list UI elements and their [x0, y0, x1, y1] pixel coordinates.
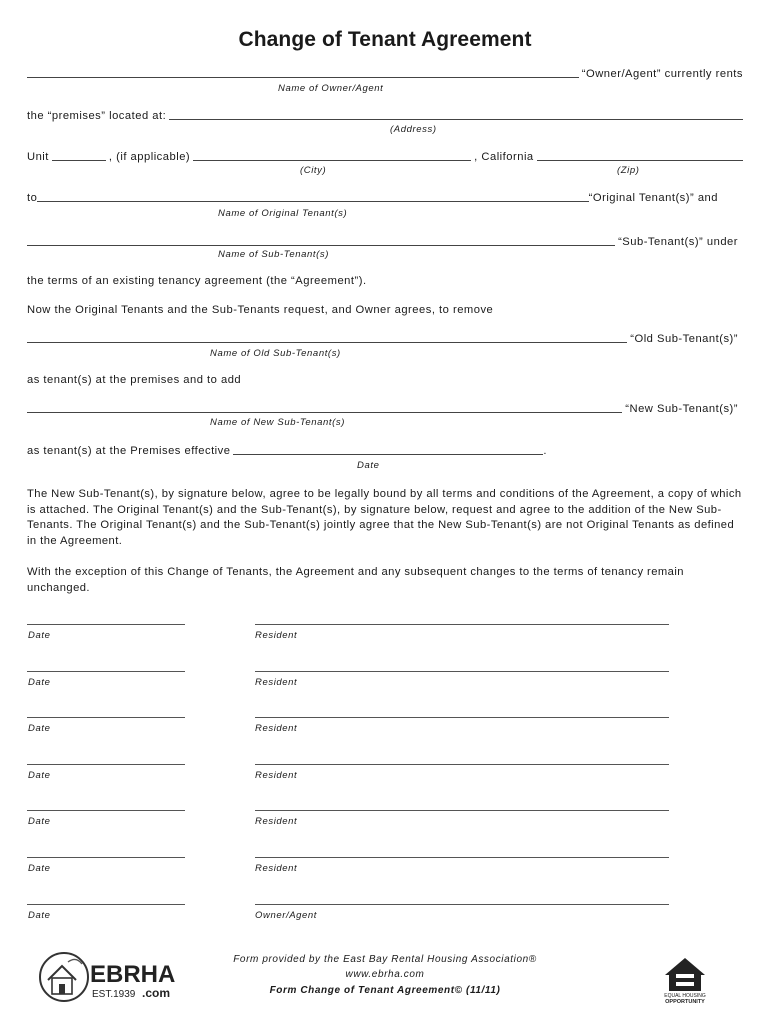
original-tenant-field[interactable]	[37, 190, 588, 202]
signature-role-label: Resident	[255, 676, 298, 688]
eho-line2: OPPORTUNITY	[665, 999, 705, 1005]
date-caption: Date	[357, 460, 380, 471]
owner-suffix: “Owner/Agent” currently rents	[581, 68, 743, 80]
signature-date-label: Date	[28, 816, 51, 828]
footer-website[interactable]: www.ebrha.com	[345, 969, 425, 980]
new-sub-tenant-field[interactable]	[27, 401, 622, 413]
owner-line	[27, 66, 743, 80]
logo-name: EBRHA	[90, 961, 176, 988]
signature-date-label: Date	[28, 769, 51, 781]
sub-suffix: “Sub-Tenant(s)” under	[618, 236, 738, 248]
premises-prefix: the “premises” located at:	[27, 110, 167, 122]
signature-line[interactable]	[255, 810, 669, 811]
owner-caption: Name of Owner/Agent	[278, 83, 384, 94]
address-caption: (Address)	[390, 124, 437, 135]
signature-date-line[interactable]	[27, 857, 185, 858]
equal-housing-opportunity-icon	[660, 955, 710, 1005]
effective-line	[27, 443, 547, 457]
old-suffix: “Old Sub-Tenant(s)”	[630, 333, 738, 345]
old-sub-tenant-line	[27, 331, 738, 345]
zip-field[interactable]	[537, 149, 743, 161]
new-suffix: “New Sub-Tenant(s)”	[625, 403, 738, 415]
sub-caption: Name of Sub-Tenant(s)	[218, 249, 329, 260]
signature-date-label: Date	[28, 723, 51, 735]
signature-date-line[interactable]	[27, 810, 185, 811]
unit-field[interactable]	[52, 149, 106, 161]
new-sub-tenant-line	[27, 401, 738, 415]
effective-date-field[interactable]	[233, 443, 543, 455]
sub-tenant-line	[27, 234, 738, 248]
original-suffix: “Original Tenant(s)” and	[588, 192, 718, 204]
logo-dotcom: .com	[142, 986, 171, 1000]
city-caption: (City)	[300, 165, 327, 176]
signature-role-label: Resident	[255, 863, 298, 874]
terms-text: the terms of an existing tenancy agreement (the “Agreement”).	[27, 275, 367, 287]
signature-line[interactable]	[255, 857, 669, 858]
signature-line[interactable]	[255, 717, 669, 718]
signature-line[interactable]	[255, 671, 669, 672]
city-field[interactable]	[193, 149, 471, 161]
signature-date-label: Date	[28, 630, 51, 641]
as-tenant-add-text: as tenant(s) at the premises and to add	[27, 374, 242, 386]
signature-date-label: Date	[28, 676, 51, 688]
signature-date-label: Date	[28, 909, 51, 921]
logo-est: EST.1939	[92, 989, 136, 1000]
unit-prefix: Unit	[27, 151, 49, 163]
original-tenant-line	[27, 190, 718, 204]
paragraph-agreement: The New Sub-Tenant(s), by signature below, agree to be legally bound by all terms and conditions of the Agreement, a copy of which is attached. The Original Tenant(s) and the Sub-Tenant(s), by signature below, request and agree to the addition of the New Sub-Tenants. The Original Tenant(s) and the Sub-Tenant(s) jointly agree that the New Sub-Tenant(s) are not Original Tenants as defined in the Agreement.	[27, 488, 742, 547]
ebrha-logo	[38, 948, 178, 1004]
signature-role-label: Resident	[255, 816, 298, 828]
signature-date-line[interactable]	[27, 904, 185, 905]
signature-line[interactable]	[255, 904, 669, 905]
zip-caption: (Zip)	[617, 165, 640, 176]
signature-role-label: Owner/Agent	[255, 909, 318, 921]
if-applicable-text: , (if applicable)	[108, 151, 191, 163]
to-prefix: to	[27, 192, 38, 204]
signature-role-label: Resident	[255, 630, 298, 641]
footer-provided: Form provided by the East Bay Rental Housing Association®	[233, 954, 537, 965]
effective-suffix: .	[543, 445, 547, 457]
unit-line	[27, 149, 743, 163]
address-field[interactable]	[169, 108, 743, 120]
sub-tenant-field[interactable]	[27, 234, 615, 246]
original-caption: Name of Original Tenant(s)	[218, 208, 348, 219]
page-title: Change of Tenant Agreement	[238, 28, 532, 51]
signature-date-line[interactable]	[27, 717, 185, 718]
signature-role-label: Resident	[255, 723, 298, 735]
signature-date-line[interactable]	[27, 764, 185, 765]
old-sub-tenant-field[interactable]	[27, 331, 627, 343]
signature-date-line[interactable]	[27, 671, 185, 672]
signature-line[interactable]	[255, 764, 669, 765]
owner-name-field[interactable]	[27, 66, 579, 78]
paragraph-exception: With the exception of this Change of Tenants, the Agreement and any subsequent changes to the terms of tenancy remain unchanged.	[27, 566, 684, 594]
signature-date-line[interactable]	[27, 624, 185, 625]
old-caption: Name of Old Sub-Tenant(s)	[210, 348, 341, 359]
california-text: , California	[474, 151, 534, 163]
footer-form-name: Form Change of Tenant Agreement© (11/11)	[269, 985, 501, 996]
new-caption: Name of New Sub-Tenant(s)	[210, 417, 346, 428]
signature-role-label: Resident	[255, 769, 298, 781]
now-text: Now the Original Tenants and the Sub-Tenants request, and Owner agrees, to remove	[27, 304, 494, 316]
signature-date-label: Date	[28, 863, 51, 874]
effective-prefix: as tenant(s) at the Premises effective	[27, 445, 231, 457]
signature-line[interactable]	[255, 624, 669, 625]
premises-line	[27, 108, 743, 122]
eho-line1: EQUAL HOUSING	[664, 993, 706, 999]
house-logo-icon	[38, 948, 178, 1004]
